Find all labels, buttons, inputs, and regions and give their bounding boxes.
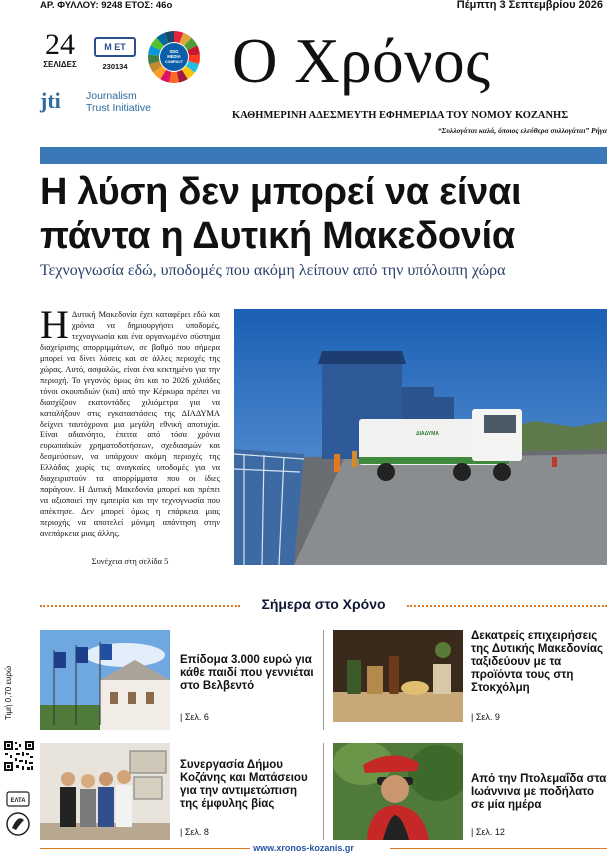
teaser-gender-violence-cooperation[interactable] xyxy=(40,743,320,843)
teaser-page-ref: | Σελ. 9 xyxy=(471,712,500,722)
teaser-page-ref: | Σελ. 12 xyxy=(471,827,505,837)
svg-text:MEDIA: MEDIA xyxy=(167,54,181,59)
masthead-quote: “Συλλογάται καλά, όποιος ελεύθερα συλλογάται” Ρήγα xyxy=(437,126,607,135)
masthead-divider-bar xyxy=(40,147,607,164)
newspaper-title: Ο Χρόνος xyxy=(232,26,491,96)
lead-headline xyxy=(40,170,607,258)
section-title: Σήμερα στο Χρόνο xyxy=(261,596,386,612)
teaser-page-ref: | Σελ. 6 xyxy=(180,712,209,722)
teaser-column-divider-bottom xyxy=(323,743,324,840)
newspaper-tagline: ΚΑΘΗΜΕΡΙΝΗ ΑΔΕΣΜΕΥΤΗ ΕΦΗΜΕΡΙΔΑ ΤΟΥ ΝΟΜΟΥ ΚΟΖΑΝΗΣ xyxy=(232,110,569,121)
teaser-cycling-ptolemaida-ioannina[interactable] xyxy=(333,743,607,843)
price-label xyxy=(4,648,18,728)
lead-dropcap: Η xyxy=(40,302,69,347)
lead-headline-line2: πάντα η Δυτική Μακεδονία xyxy=(40,215,515,257)
jti-line2: Trust Initiative xyxy=(86,102,151,114)
journalism-trust-initiative-logo xyxy=(40,88,200,116)
svg-text:COMPACT: COMPACT xyxy=(165,60,183,64)
jti-mark: jti xyxy=(40,88,61,113)
teaser-title: Από την Πτολεμαΐδα στα Ιωάννινα με ποδήλατο σε μία ημέρα xyxy=(471,773,607,811)
section-rule-right xyxy=(407,605,607,607)
page-count-label: ΣΕΛΙΔΕΣ xyxy=(43,60,77,69)
teaser-title: Συνεργασία Δήμου Κοζάνης και Ματάσειου για την αντιμετώπιση της έμφυλης βίας xyxy=(180,759,308,810)
met-registry-badge: Μ ΕΤ xyxy=(94,37,136,57)
teaser-photo-group xyxy=(40,743,170,840)
lead-headline-line1: Η λύση δεν μπορεί να είναι xyxy=(40,171,522,213)
footer-rule-right xyxy=(390,848,607,849)
jti-line1: Journalism xyxy=(86,90,137,102)
page-count xyxy=(40,28,80,69)
lead-photo-garbage-truck xyxy=(234,309,607,565)
price-text: Τιμή 0,70 ευρώ xyxy=(4,665,13,720)
footer-website-link[interactable]: www.xronos-kozanis.gr xyxy=(253,843,354,853)
teaser-photo-town-hall xyxy=(40,630,170,730)
top-info-bar xyxy=(40,0,607,12)
teaser-birth-allowance[interactable] xyxy=(40,630,320,730)
lead-continue-link[interactable]: Συνέχεια στη σελίδα 5 xyxy=(91,556,169,566)
page-count-number: 24 xyxy=(45,28,75,61)
lead-subheadline: Τεχνογνωσία εδώ, υποδομές που ακόμη λείπουν από την υπόλοιπη χώρα xyxy=(40,262,506,279)
issue-number: ΑΡ. ΦΥΛΛΟΥ: 9248 ΕΤΟΣ: 46ο xyxy=(40,0,173,11)
teaser-photo-cyclist xyxy=(333,743,463,840)
teaser-column-divider-top xyxy=(323,630,324,730)
lead-body-text: Δυτική Μακεδονία έχει καταφέρει εδώ και χρόνια να δημιουργήσει υποδομές, τεχνογνωσία και ένα οργανωμένο σύστημα διαχείρισης απορριμμάτων, σε βαθμό που σήμερα μπορεί να δίνει λύσεις και σε άλλες περιοχές της χώρας. Αυτό, ασφαλώς, είναι ένα κεκτημένο για την περιοχή. Το γεγονός όμως ότι και το 2026 χιλιάδες τόνοι σκουπιδιών (και) από την Κέρκυρα πρέπει να διασχίζουν εκατοντάδες χιλιόμετρα για να καταλήξουν στις εγκαταστάσεις της ΔΙΑΔΥΜΑ δείχνει ταυτόχρονα μια μεγάλη εθνική αποτυχία. Είναι αδιανόητο, έπειτα από τόσα χρόνια ευρωπαϊκών χρηματοδοτήσεων, σχεδιασμών και δεσμεύσεων, να υπάρχουν ακόμη περιοχές της Ελλάδας χωρίς τις αναγκαίες υποδομές για να διαχειριστούν τα απορρίμματα που οι ίδιες παράγουν. Η Δυτική Μακεδονία μπορεί και πρέπει να αξιοποιεί την εμπειρία και την τεχνογνωσία που απέκτησε. Δεν μπορεί όμως η επάρκεια μιας περιοχής να αποτελεί μόνιμη απάντηση στην ανεπάρκεια μιας άλλης. xyxy=(40,310,220,539)
sdg-media-compact-logo xyxy=(147,30,201,84)
teaser-photo-local-products xyxy=(333,630,463,722)
truck-brand-text: ΔΙΑΔΥΜΑ xyxy=(416,431,439,437)
teaser-title: Δεκατρείς επιχειρήσεις της Δυτικής Μακεδονίας ταξιδεύουν με τα προϊόντα τους στη Στοκχόλμη xyxy=(471,630,603,694)
qr-code[interactable] xyxy=(3,740,35,772)
lead-body xyxy=(40,302,220,540)
issue-date: Πέμπτη 3 Σεπτεμβρίου 2026 xyxy=(456,0,603,11)
teaser-page-ref: | Σελ. 8 xyxy=(180,827,209,837)
elta-postal-logo xyxy=(5,790,31,842)
svg-text:SDG: SDG xyxy=(169,49,179,54)
section-header-today xyxy=(40,595,607,615)
met-registry-number: 230134 xyxy=(102,62,128,71)
elta-label: ΕΛΤΑ xyxy=(10,798,26,804)
teaser-stockholm-businesses[interactable] xyxy=(333,630,607,730)
teaser-title: Επίδομα 3.000 ευρώ για κάθε παιδί που γεννιέται στο Βελβεντό xyxy=(180,654,314,692)
